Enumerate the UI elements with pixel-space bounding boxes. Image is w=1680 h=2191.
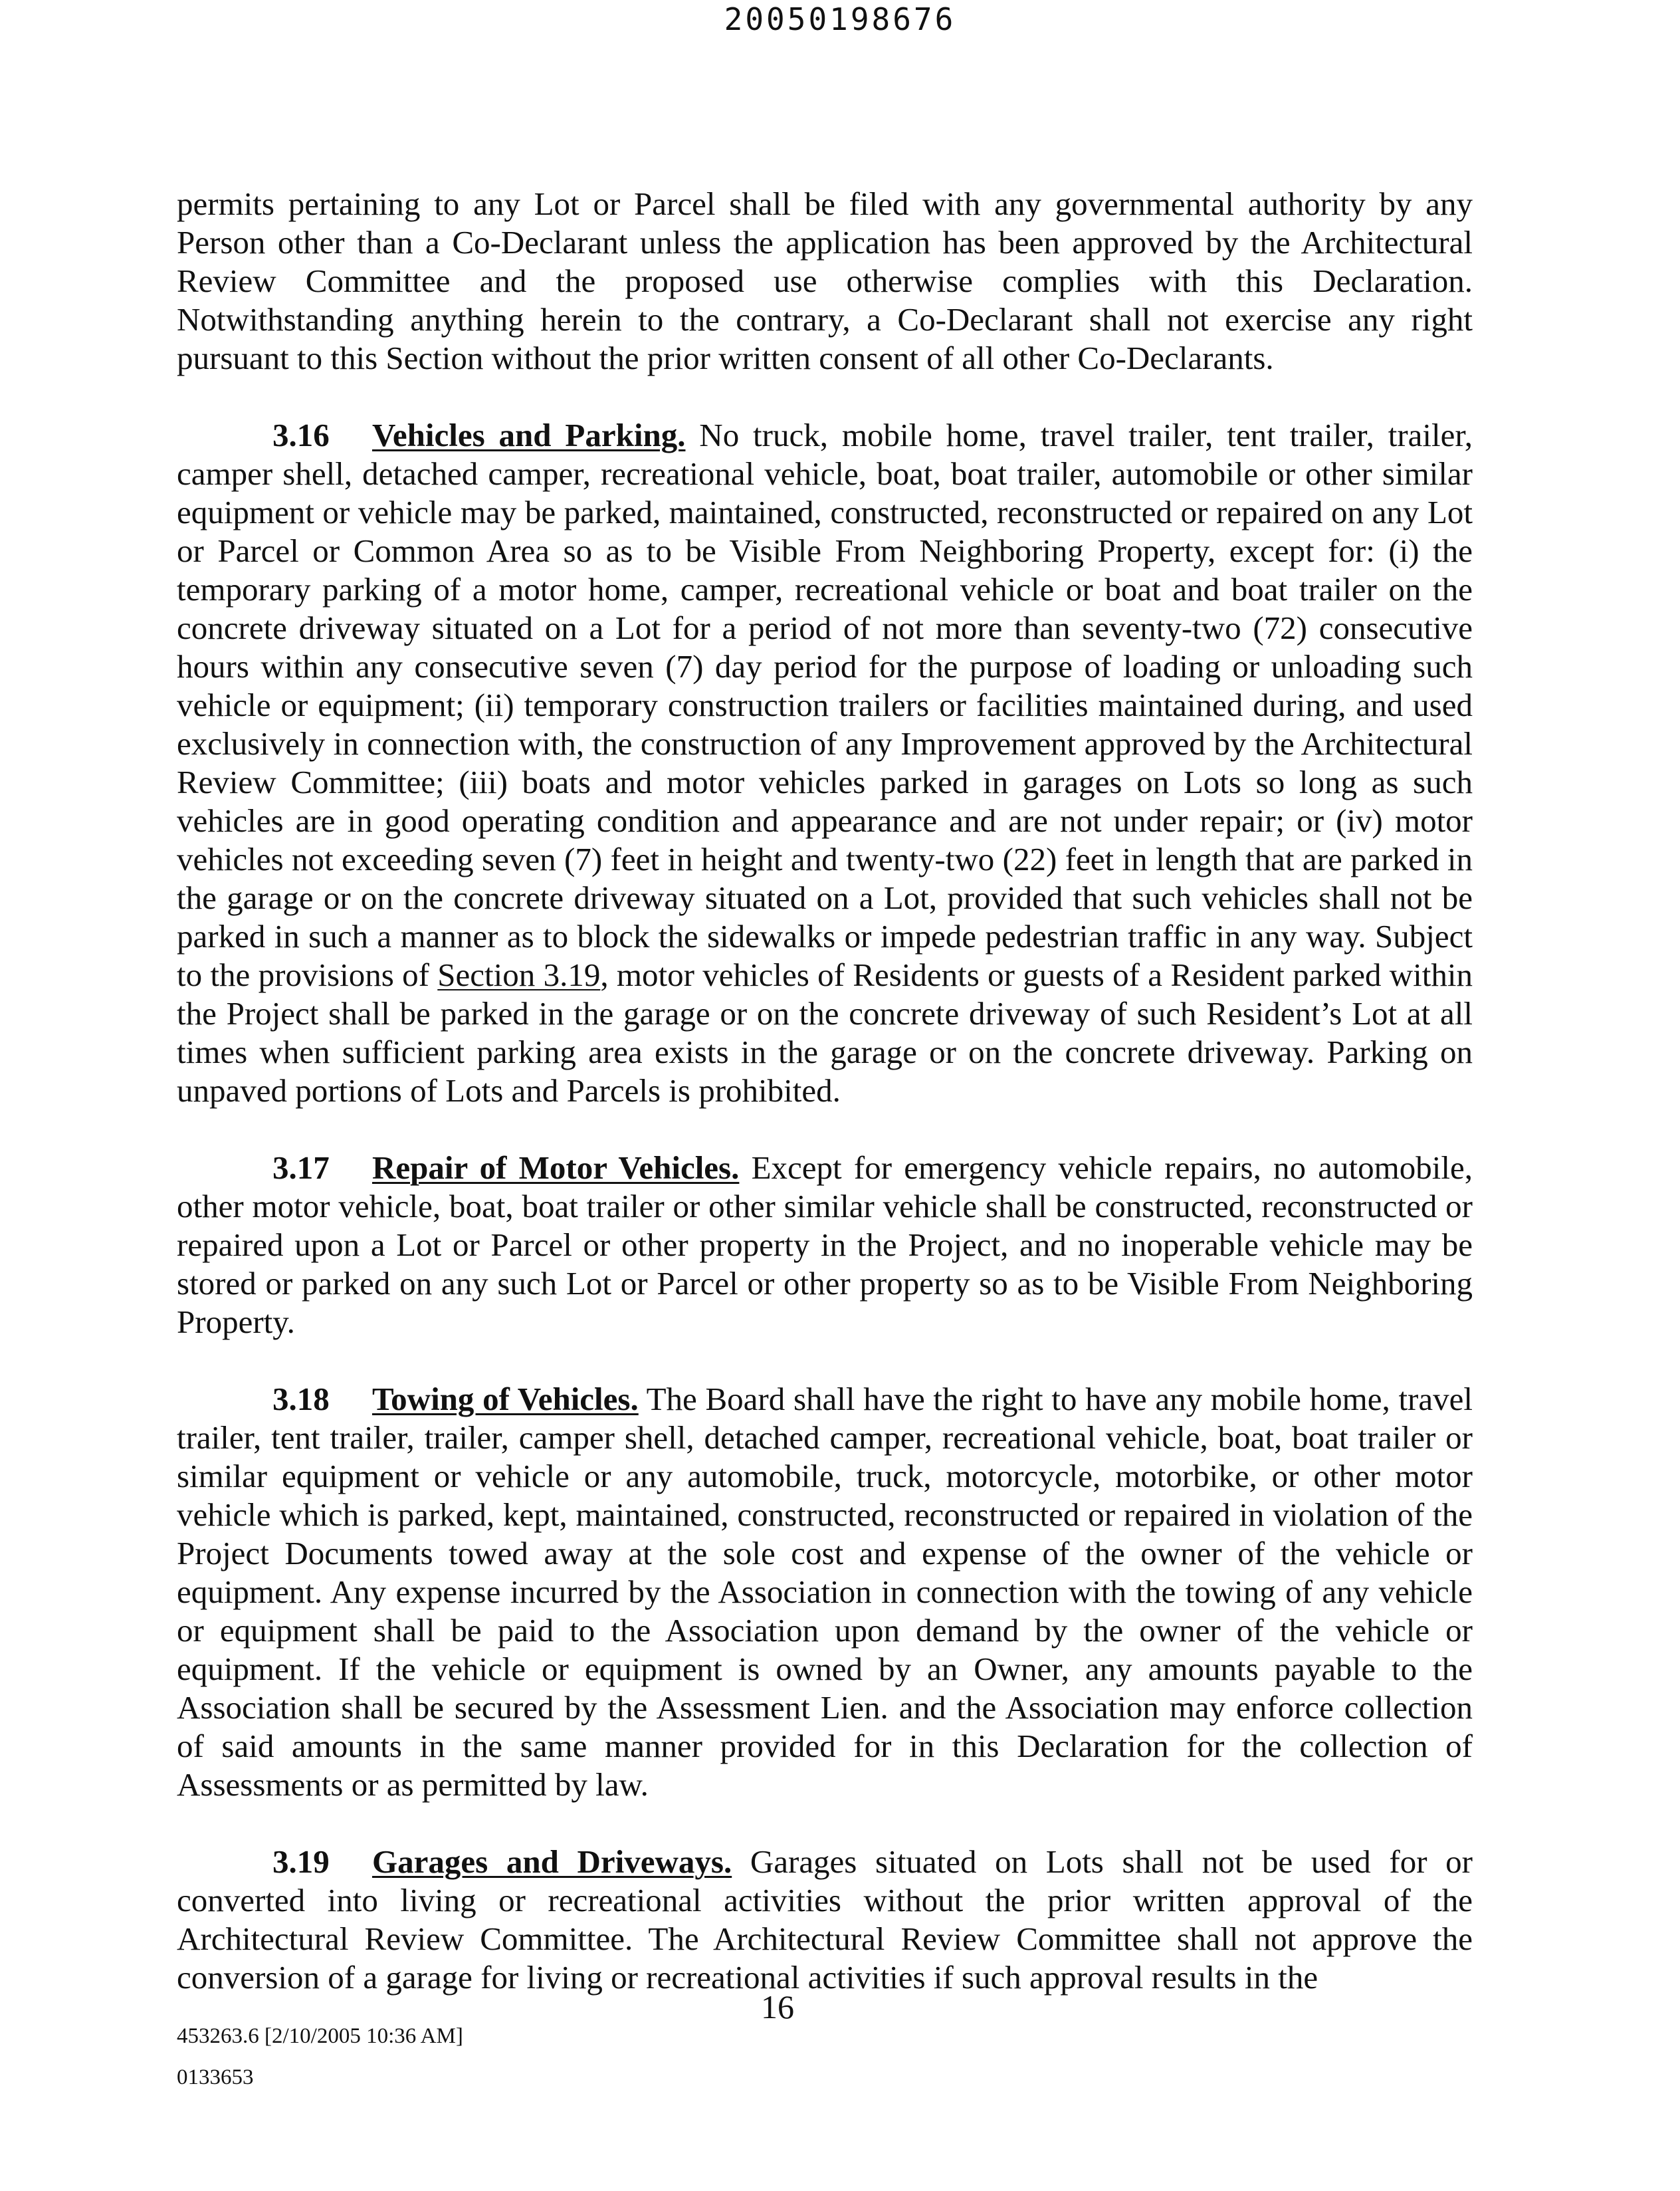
section-title: Vehicles and Parking. <box>372 417 686 453</box>
section-3-16 <box>177 416 1473 1110</box>
section-number: 3.19 <box>272 1843 330 1880</box>
section-title: Repair of Motor Vehicles. <box>372 1149 740 1186</box>
section-number: 3.16 <box>272 417 330 453</box>
section-title: Towing of Vehicles. <box>372 1381 639 1417</box>
intro-paragraph: permits pertaining to any Lot or Parcel shall be filed with any governmental authority by any Person other than a Co-Declarant unless the application has been approved by the Architectural Review Committee and the proposed use otherwise complies with this Declaration. Notwithstanding anything herein to the contrary, a Co-Declarant shall not exercise any right pursuant to this Section without the prior written consent of all other Co-Declarants. <box>177 185 1473 376</box>
section-3-18 <box>177 1380 1473 1804</box>
section-number: 3.17 <box>272 1149 330 1186</box>
document-body <box>177 185 1473 2035</box>
section-title: Garages and Driveways. <box>372 1843 732 1880</box>
section-text: The Board shall have the right to have any mobile home, travel trailer, tent trailer, trailer, camper shell, detached camper, recreational vehicle, boat, boat trailer or similar equipment or vehicle or any automobile, truck, motorcycle, motorbike, or other motor vehicle which is parked, kept, maintained, constructed, reconstructed or repaired in violation of the Project Documents towed away at the sole cost and expense of the owner of the vehicle or equipment. Any expense incurred by the Association in connection with the towing of any vehicle or equipment shall be paid to the Association upon demand by the owner of the vehicle or equipment. If the vehicle or equipment is owned by an Owner, any amounts payable to the Association shall be secured by the Assessment Lien. and the Association may enforce collection of said amounts in the same manner provided for in this Declaration for the collection of Assessments or as permitted by law. <box>177 1381 1473 1803</box>
footer-doc-ref: 453263.6 [2/10/2005 10:36 AM] <box>177 2024 463 2048</box>
section-3-19 <box>177 1843 1473 1997</box>
section-text: No truck, mobile home, travel trailer, tent trailer, trailer, camper shell, detached camper, recreational vehicle, boat, boat trailer, automobile or other similar equipment or vehicle may be parked, maintained, constructed, reconstructed or repaired on any Lot or Parcel or Common Area so as to be Visible From Neighboring Property, except for: (i) the temporary parking of a motor home, camper, recreational vehicle or boat and boat trailer on the concrete driveway situated on a Lot for a period of not more than seventy-two (72) consecutive hours within any consecutive seven (7) day period for the purpose of loading or unloading such vehicle or equipment; (ii) temporary construction trailers or facilities maintained during, and used exclusively in connection with, the construction of any Improvement approved by the Architectural Review Committee; (iii) boats and motor vehicles parked in garages on Lots so long as such vehicles are in good operating condition and appearance and are not under repair; or (iv) motor vehicles not exceeding seven (7) feet in height and twenty-two (22) feet in length that are parked in the garage or on the concrete driveway situated on a Lot, provided that such vehicles shall not be parked in such a manner as to block the sidewalks or impede pedestrian traffic in any way. Subject to the provisions of <box>177 417 1473 993</box>
footer-reference <box>177 2016 463 2098</box>
section-3-17 <box>177 1149 1473 1341</box>
section-cross-reference: Section 3.19 <box>437 957 601 993</box>
section-text: Except for emergency vehicle repairs, no automobile, other motor vehicle, boat, boat trailer or other similar vehicle shall be constructed, reconstructed or repaired upon a Lot or Parcel or other property in the Project, and no inoperable vehicle may be stored or parked on any such Lot or Parcel or other property so as to be Visible From Neighboring Property. <box>177 1149 1473 1340</box>
section-text-continued: , motor vehicles of Residents or guests of a Resident parked within the Project shall be parked in the garage or on the concrete driveway of such Resident’s Lot at all times when sufficient parking area exists in the garage or on the concrete driveway. Parking on unpaved portions of Lots and Parcels is prohibited. <box>177 957 1473 1109</box>
section-number: 3.18 <box>272 1381 330 1417</box>
page-number: 16 <box>761 1988 794 2025</box>
document-number: 20050198676 <box>724 1 956 37</box>
section-text: Garages situated on Lots shall not be used for or converted into living or recreational activities without the prior written approval of the Architectural Review Committee. The Architectural Review Committee shall not approve the conversion of a garage for living or recreational activities if such approval results in the <box>177 1843 1473 1996</box>
footer-client-code: 0133653 <box>177 2065 254 2089</box>
